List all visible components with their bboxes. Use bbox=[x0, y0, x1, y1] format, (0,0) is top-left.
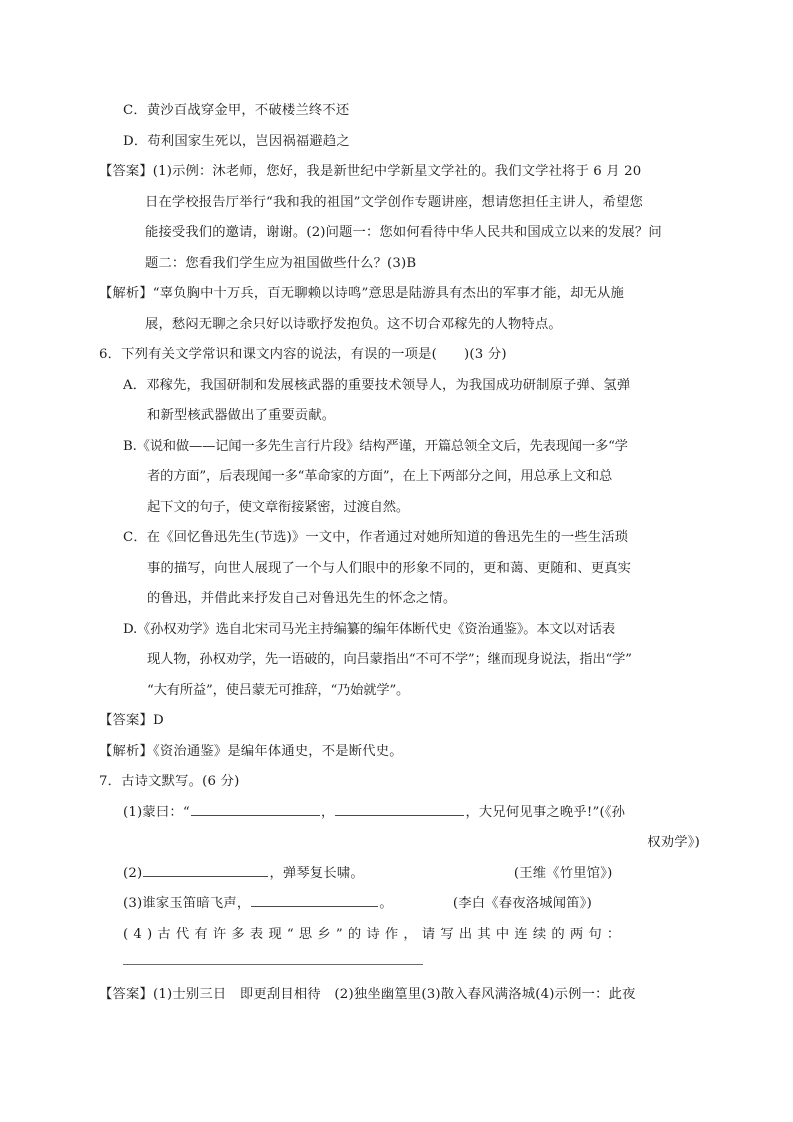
answer-line-4: 题二：您看我们学生应为祖国做些什么？(3)B bbox=[145, 255, 417, 271]
answer-label-1: 【答案】(1)示例：沐老师，您好，我是新世纪中学新星文学社的。我们文学社将于 6 月 20 bbox=[99, 164, 642, 179]
item-3-suffix: 。 bbox=[379, 896, 393, 911]
choice-option-c: C．黄沙百战穿金甲，不破楼兰终不还 bbox=[123, 103, 350, 118]
option-b-line-1: B.《说和做——记闻一多先生言行片段》结构严谨，开篇总领全文后，先表现闻一多“学 bbox=[123, 438, 628, 454]
question-7-item-1 bbox=[99, 798, 702, 829]
option-c-line-3: 的鲁迅，并借此来抒发自己对鲁迅先生的怀念之情。 bbox=[147, 591, 457, 606]
item-2-prefix: (2) bbox=[123, 865, 143, 881]
item-3-citation: (李白《春夜洛城闻笛》) bbox=[452, 896, 593, 911]
question-6-option-d bbox=[99, 615, 702, 707]
item-2-suffix: ，弹琴复长啸。 bbox=[269, 865, 364, 881]
analysis-block-1 bbox=[99, 279, 702, 340]
item-1-middle: ， bbox=[320, 804, 335, 820]
question-7-item-2 bbox=[99, 859, 702, 890]
option-b-line-2: 者的方面”，后表现闻一多“革命家的方面”，在上下两部分之间，用总承上文和总 bbox=[147, 469, 613, 484]
item-4-text: (4)古代有许多表现“思乡”的诗作，请写出其中连续的两句： bbox=[123, 926, 626, 942]
item-1-suffix: ，大兄何见事之晚乎!”(《孙 bbox=[465, 804, 626, 820]
fill-blank-1a[interactable] bbox=[191, 801, 320, 816]
analysis-label-2: 【解析】 bbox=[99, 743, 153, 759]
option-a-line-1: A．邓稼先，我国研制和发展核武器的重要技术领导人，为我国成功研制原子弹、氢弹 bbox=[123, 377, 631, 393]
answer-line-3: 能接受我们的邀请，谢谢。(2)问题一：您如何看待中华人民共和国成立以来的发展？问 bbox=[145, 225, 662, 240]
item-2-citation: (王维《竹里馆》) bbox=[513, 865, 613, 881]
analysis-line-2: 展，愁闷无聊之余只好以诗歌抒发抱负。这不切合邓稼先的人物特点。 bbox=[145, 316, 562, 332]
question-7-item-3 bbox=[99, 889, 702, 920]
answer-text-3: (1)士别三日 即更刮目相待 (2)独坐幽篁里(3)散入春风满洛城(4)示例一：此夜 bbox=[153, 987, 636, 1002]
item-1-prefix: (1)蒙曰：“ bbox=[123, 804, 190, 820]
answer-block-2 bbox=[99, 706, 702, 737]
question-6-stem: 6．下列有关文学常识和课文内容的说法，有误的一项是( )(3 分) bbox=[99, 347, 507, 362]
question-6-option-a bbox=[99, 371, 702, 432]
fill-blank-2[interactable] bbox=[143, 862, 268, 877]
answer-block-1 bbox=[99, 157, 702, 279]
option-d-line-3: “大有所益”，使吕蒙无可推辞，“乃始就学”。 bbox=[147, 682, 410, 698]
fill-blank-3[interactable] bbox=[251, 892, 378, 907]
item-3-prefix: (3)谁家玉笛暗飞声， bbox=[123, 896, 251, 911]
analysis-block-2 bbox=[99, 737, 702, 768]
fill-blank-1b[interactable] bbox=[335, 801, 464, 816]
option-d-line-2: 现人物，孙权劝学，先一语破的，向吕蒙指出“不可不学”；继而现身说法，指出“学” bbox=[147, 652, 632, 667]
answer-line-2: 日在学校报告厅举行“我和我的祖国”文学创作专题讲座，想请您担任主讲人，希望您 bbox=[145, 194, 643, 210]
question-7-item-1-citation-wrap: 权劝学》) bbox=[647, 835, 700, 850]
question-6-option-c bbox=[99, 523, 702, 615]
question-7-stem: 7．古诗文默写。(6 分) bbox=[99, 774, 240, 789]
option-c-line-2: 事的描写，向世人展现了一个与人们眼中的形象不同的，更和蔼、更随和、更真实 bbox=[147, 560, 632, 576]
answer-value-2: D bbox=[153, 713, 164, 728]
option-b-line-3: 起下文的句子，使文章衔接紧密，过渡自然。 bbox=[147, 499, 409, 515]
option-c-line-1: C．在《回忆鲁迅先生(节选)》一文中，作者通过对她所知道的鲁迅先生的一些生活琐 bbox=[123, 530, 629, 545]
choice-option-d: D．苟利国家生死以，岂因祸福避趋之 bbox=[123, 133, 350, 149]
analysis-label-1: 【解析】“辜负胸中十万兵，百无聊赖以诗鸣”意思是陆游具有杰出的军事才能，却无从施 bbox=[99, 286, 624, 301]
answer-label-3: 【答案】 bbox=[99, 987, 153, 1002]
option-a-line-2: 和新型核武器做出了重要贡献。 bbox=[147, 408, 336, 423]
analysis-text-2: 《资治通鉴》是编年体通史，不是断代史。 bbox=[153, 743, 403, 759]
option-d-line-1: D.《孙权劝学》选自北宋司马光主持编纂的编年体断代史《资治通鉴》。本文以对话表 bbox=[123, 621, 615, 637]
spacer-row bbox=[99, 965, 702, 980]
answer-block-3 bbox=[99, 980, 702, 1011]
document-content bbox=[99, 96, 702, 1011]
answer-label-2: 【答案】 bbox=[99, 713, 153, 728]
question-7-item-4 bbox=[99, 920, 702, 951]
question-6-option-b bbox=[99, 432, 702, 524]
